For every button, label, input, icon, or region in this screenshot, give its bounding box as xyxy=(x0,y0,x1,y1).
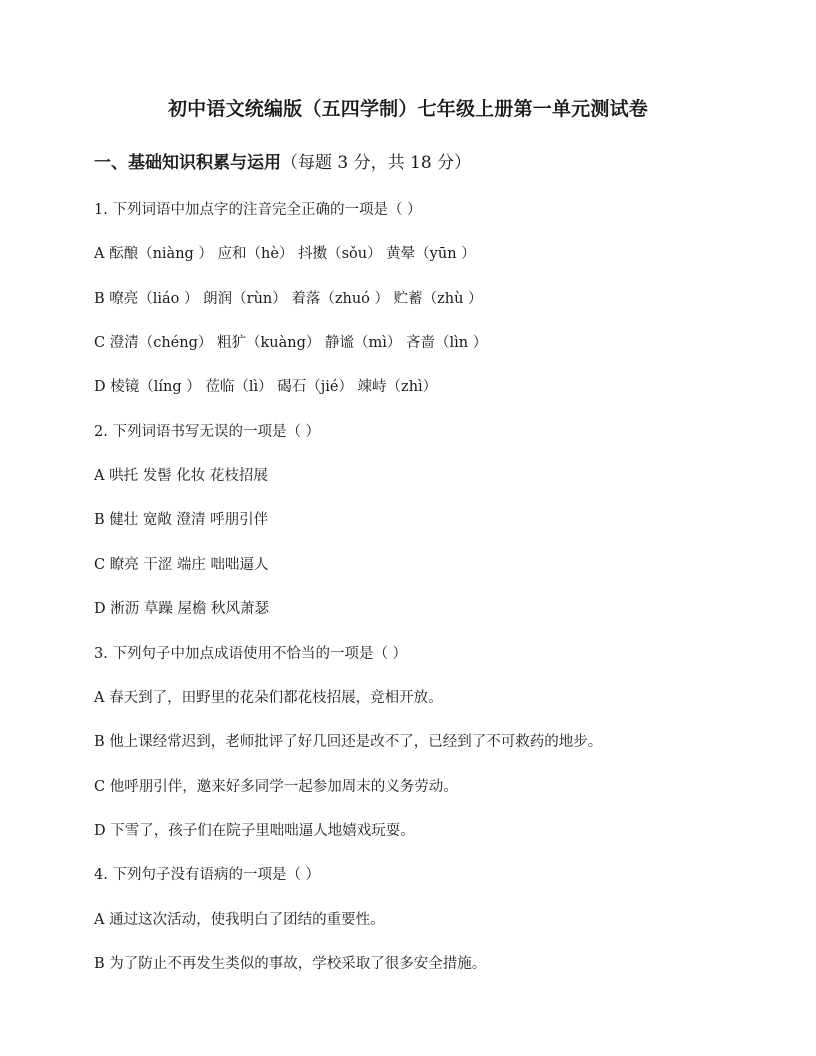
section-heading-text: 一、基础知识积累与运用 xyxy=(94,153,281,173)
question-3-option-d: D 下雪了，孩子们在院子里咄咄逼人地嬉戏玩耍。 xyxy=(94,823,415,839)
question-1-stem: 1. 下列词语中加点字的注音完全正确的一项是（ ） xyxy=(94,202,422,218)
question-2-option-a: A 哄托 发髻 化妆 花枝招展 xyxy=(94,468,268,484)
question-1-option-a: A 酝酿（niàng ） 应和（hè） 抖擞（sǒu） 黄晕（yūn ） xyxy=(94,246,476,262)
question-3-option-c: C 他呼朋引伴，邀来好多同学一起参加周末的义务劳动。 xyxy=(94,779,458,795)
question-3-option-b: B 他上课经常迟到，老师批评了好几回还是改不了，已经到了不可救药的地步。 xyxy=(94,734,603,750)
question-1-option-c: C 澄清（chéng） 粗犷（kuàng） 静谧（mì） 吝啬（lìn ） xyxy=(94,335,488,351)
section-heading xyxy=(94,148,471,173)
question-3-stem: 3. 下列句子中加点成语使用不恰当的一项是（ ） xyxy=(94,646,408,662)
question-1-option-d: D 棱镜（líng ） 莅临（lì） 碣石（jié） 竦峙（zhì） xyxy=(94,379,438,395)
document-title: 初中语文统编版（五四学制）七年级上册第一单元测试卷 xyxy=(167,98,648,120)
question-2-option-b: B 健壮 宽敞 澄清 呼朋引伴 xyxy=(94,512,269,528)
question-1-option-b: B 嘹亮（liáo ） 朗润（rùn） 着落（zhuó ） 贮蓄（zhù ） xyxy=(94,291,483,307)
question-4-option-b: B 为了防止不再发生类似的事故，学校采取了很多安全措施。 xyxy=(94,956,487,972)
question-2-option-c: C 瞭亮 干涩 端庄 咄咄逼人 xyxy=(94,557,269,573)
question-2-option-d: D 淅沥 草躁 屋檐 秋风萧瑟 xyxy=(94,601,270,617)
question-4-option-a: A 通过这次活动，使我明白了团结的重要性。 xyxy=(94,912,385,928)
question-2-stem: 2. 下列词语书写无误的一项是（ ） xyxy=(94,424,321,440)
section-score-note: （每题 3 分，共 18 分） xyxy=(281,153,472,173)
question-4-stem: 4. 下列句子没有语病的一项是（ ） xyxy=(94,867,321,883)
question-3-option-a: A 春天到了，田野里的花朵们都花枝招展，竞相开放。 xyxy=(94,690,443,706)
